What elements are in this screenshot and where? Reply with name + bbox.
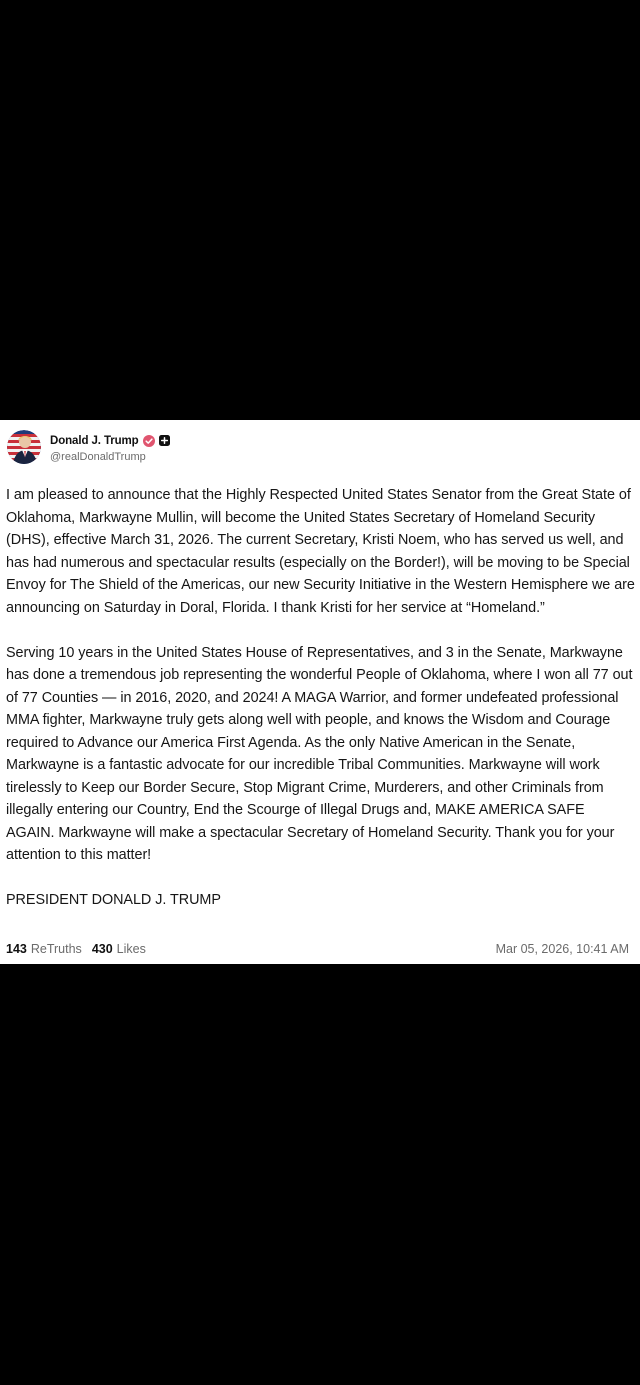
post-card bbox=[0, 420, 640, 964]
verified-badge-icon bbox=[143, 435, 155, 447]
post-paragraph-1: I am pleased to announce that the Highly Respected United States Senator from the Great State of Oklahoma, Markwayne Mullin, will become the United States Secretary of Homeland Security (DHS), effective March 31, 2026. The current Secretary, Kristi Noem, who has served us well, and has had numerous and spectacular results (especially on the Border!), will be moving to be Special Envoy for The Shield of the Americas, our new Security Initiative in the Western Hemisphere we are announcing on Saturday in Doral, Florida. I thank Kristi for her service at “Homeland.” bbox=[6, 487, 635, 616]
post-paragraph-2: Serving 10 years in the United States House of Representatives, and 3 in the Senate, Markwayne has done a tremendous job representing the wonderful People of Oklahoma, where I won all 77 out of 77 Counties — in 2016, 2020, and 2024! A MAGA Warrior, and former undefeated professional MMA fighter, Markwayne truly gets along well with people, and knows the Wisdom and Courage required to Advance our America First Agenda. As the only Native American in the Senate, Markwayne is a fantastic advocate for our incredible Tribal Communities. Markwayne will work tirelessly to Keep our Border Secure, Stop Migrant Crime, Murderers, and other Criminals from illegally entering our Country, End the Scourge of Illegal Drugs and, MAKE AMERICA SAFE AGAIN. Markwayne will make a spectacular Secretary of Homeland Security. Thank you for your attention to this matter! bbox=[6, 644, 633, 863]
post-header bbox=[7, 429, 170, 465]
likes-count[interactable]: 430 bbox=[91, 942, 113, 956]
plus-square-icon[interactable] bbox=[159, 435, 170, 446]
author-info bbox=[50, 432, 170, 463]
likes-label[interactable]: Likes bbox=[116, 942, 146, 956]
author-display-name[interactable]: Donald J. Trump bbox=[50, 434, 139, 447]
retruths-count[interactable]: 143 bbox=[6, 942, 27, 956]
post-stats bbox=[6, 942, 146, 956]
portrait-with-flag-avatar[interactable] bbox=[7, 430, 41, 464]
post-footer bbox=[6, 940, 629, 958]
author-handle[interactable]: @realDonaldTrump bbox=[50, 450, 146, 463]
post-signature: PRESIDENT DONALD J. TRUMP bbox=[6, 892, 221, 908]
post-timestamp[interactable]: Mar 05, 2026, 10:41 AM bbox=[495, 942, 629, 956]
retruths-label[interactable]: ReTruths bbox=[30, 942, 82, 956]
author-name-row bbox=[50, 432, 170, 450]
post-body bbox=[6, 484, 636, 912]
